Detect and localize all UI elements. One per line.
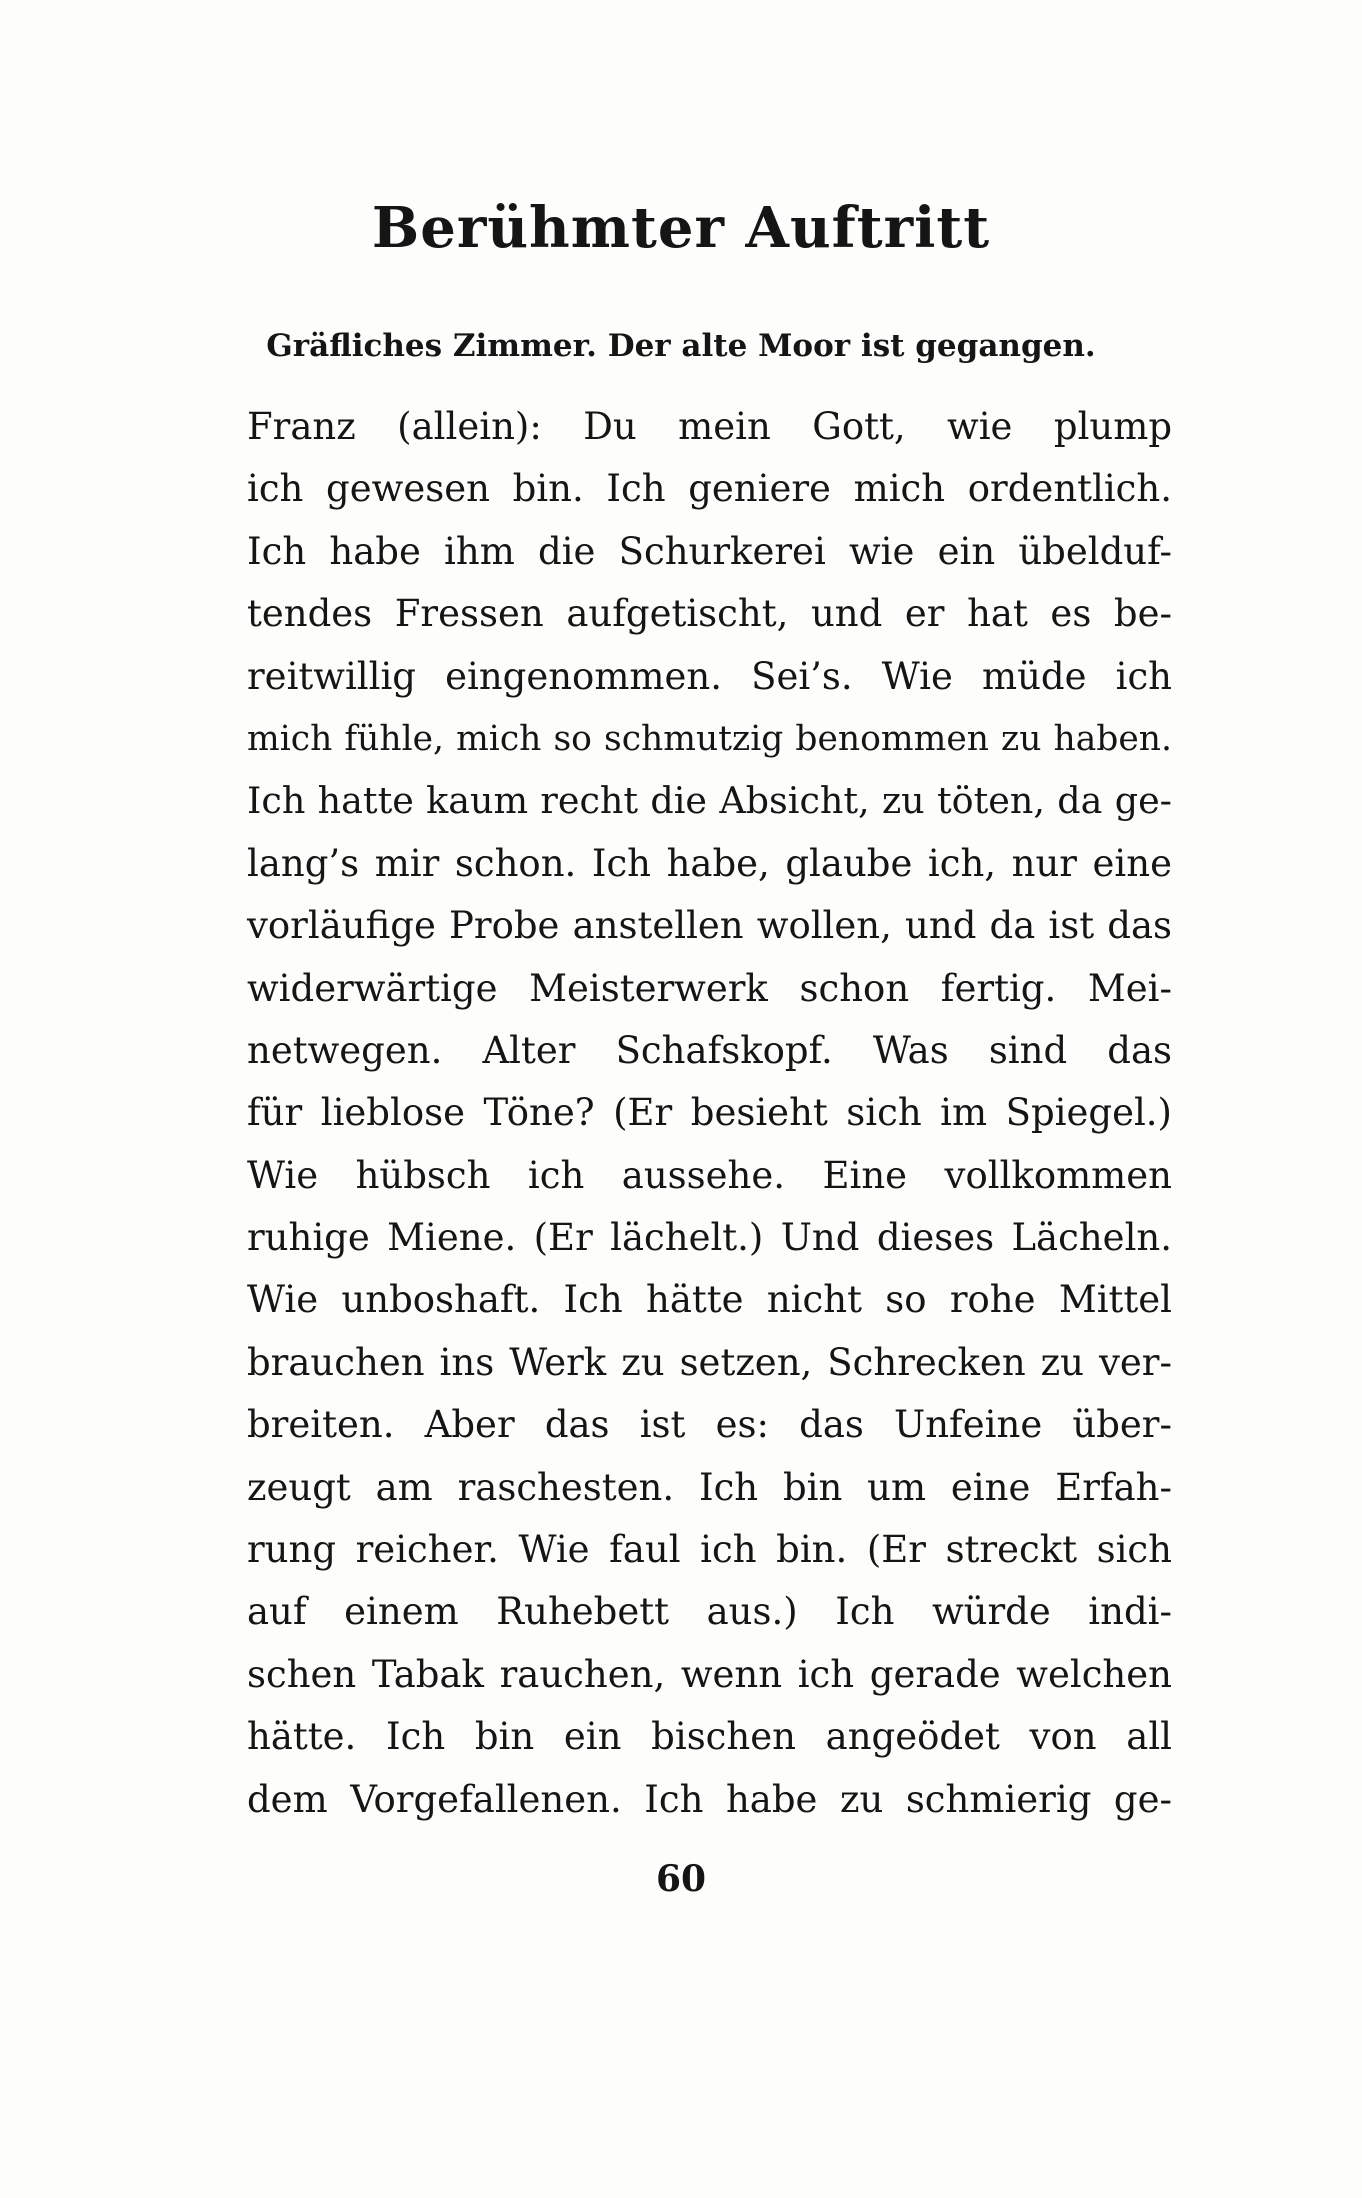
text-line: auf einem Ruhebett aus.) Ich würde indi-: [247, 1590, 1172, 1634]
text-line: brauchen ins Werk zu setzen, Schrecken zu ver-: [247, 1340, 1172, 1384]
text-line: breiten. Aber das ist es: das Unfeine über-: [247, 1403, 1172, 1447]
text-line: reitwillig eingenommen. Sei’s. Wie müde ich: [247, 654, 1172, 698]
text-line: mich fühle, mich so schmutzig benommen zu haben.: [247, 718, 1172, 759]
text-line: tendes Fressen aufgetischt, und er hat es be-: [247, 592, 1172, 636]
text-line: dem Vorgefallenen. Ich habe zu schmierig ge-: [247, 1777, 1172, 1821]
text-line: für lieblose Töne? (Er besieht sich im Spiegel.): [247, 1091, 1172, 1135]
text-line: vorläufige Probe anstellen wollen, und da ist das: [247, 904, 1172, 948]
text-line: ruhige Miene. (Er lächelt.) Und dieses Lächeln.: [247, 1216, 1172, 1260]
text-line: ich gewesen bin. Ich geniere mich ordentlich.: [247, 467, 1172, 511]
text-line: Ich hatte kaum recht die Absicht, zu töten, da ge-: [247, 779, 1172, 823]
page-number: 60: [655, 1858, 707, 1900]
text-line: widerwärtige Meisterwerk schon fertig. Mei-: [247, 966, 1172, 1010]
stage-direction: Gräfliches Zimmer. Der alte Moor ist gegangen.: [266, 328, 1096, 364]
text-line: Wie unboshaft. Ich hätte nicht so rohe Mittel: [247, 1278, 1172, 1322]
text-line: schen Tabak rauchen, wenn ich gerade welchen: [247, 1652, 1172, 1696]
text-line: rung reicher. Wie faul ich bin. (Er streckt sich: [247, 1528, 1172, 1572]
text-line: Franz (allein): Du mein Gott, wie plump: [247, 405, 1172, 448]
text-line: hätte. Ich bin ein bischen angeödet von all: [247, 1715, 1172, 1759]
body-text: [247, 396, 1172, 1831]
text-line: Ich habe ihm die Schurkerei wie ein übelduf-: [247, 529, 1172, 573]
text-line: netwegen. Alter Schafskopf. Was sind das: [247, 1028, 1172, 1072]
chapter-title: Berühmter Auftritt: [371, 195, 991, 261]
text-line: Wie hübsch ich aussehe. Eine vollkommen: [247, 1153, 1172, 1197]
text-line: lang’s mir schon. Ich habe, glaube ich, nur eine: [247, 841, 1172, 885]
text-line: zeugt am raschesten. Ich bin um eine Erfah-: [247, 1465, 1172, 1509]
